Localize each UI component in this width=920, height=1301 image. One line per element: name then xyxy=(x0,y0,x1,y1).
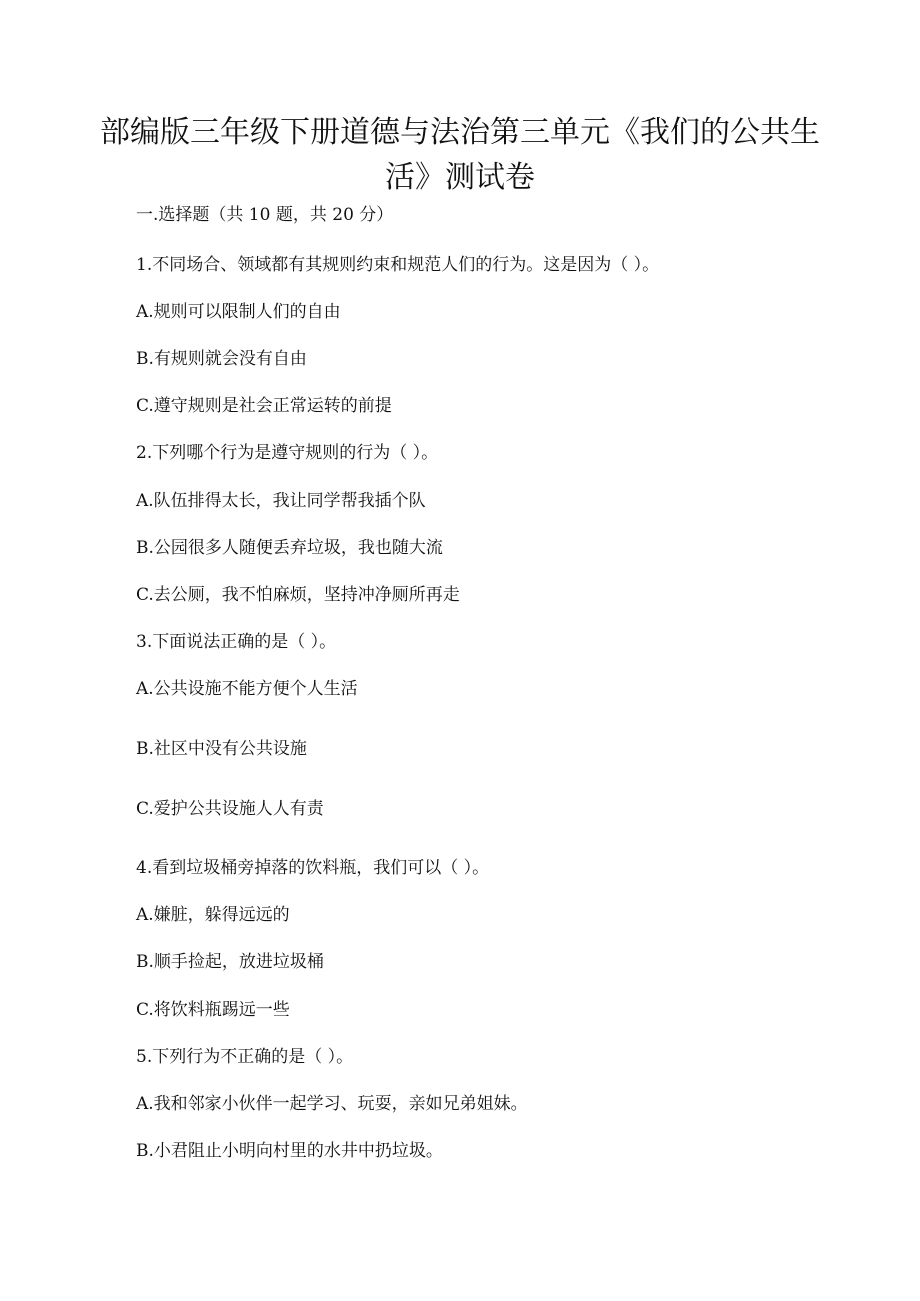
q1-option-a: A.规则可以限制人们的自由 xyxy=(136,302,341,322)
q1-option-c: C.遵守规则是社会正常运转的前提 xyxy=(136,396,392,416)
q1-option-b: B.有规则就会没有自由 xyxy=(136,349,307,369)
question-5: 5.下列行为不正确的是（ ）。 xyxy=(136,1047,354,1067)
q5-option-b: B.小君阻止小明向村里的水井中扔垃圾。 xyxy=(136,1141,443,1161)
q3-option-b: B.社区中没有公共设施 xyxy=(136,739,307,759)
q2-option-a: A.队伍排得太长，我让同学帮我插个队 xyxy=(136,491,426,511)
section-heading: 一.选择题（共 10 题，共 20 分） xyxy=(136,205,394,225)
q4-option-a: A.嫌脏，躲得远远的 xyxy=(136,905,290,925)
q4-option-c: C.将饮料瓶踢远一些 xyxy=(136,1000,290,1020)
question-2: 2.下列哪个行为是遵守规则的行为（ ）。 xyxy=(136,443,439,463)
question-4: 4.看到垃圾桶旁掉落的饮料瓶，我们可以（ ）。 xyxy=(136,858,490,878)
q2-option-c: C.去公厕，我不怕麻烦，坚持冲净厕所再走 xyxy=(136,585,460,605)
question-1: 1.不同场合、领域都有其规则约束和规范人们的行为。这是因为（ ）。 xyxy=(136,255,660,275)
q5-option-a: A.我和邻家小伙伴一起学习、玩耍，亲如兄弟姐妹。 xyxy=(136,1094,528,1114)
q3-option-a: A.公共设施不能方便个人生活 xyxy=(136,679,358,699)
q3-option-c: C.爱护公共设施人人有责 xyxy=(136,799,324,819)
q2-option-b: B.公园很多人随便丢弃垃圾，我也随大流 xyxy=(136,538,443,558)
question-3: 3.下面说法正确的是（ ）。 xyxy=(136,632,337,652)
page-title: 部编版三年级下册道德与法治第三单元《我们的公共生活》测试卷 xyxy=(100,115,820,195)
q4-option-b: B.顺手捡起，放进垃圾桶 xyxy=(136,952,324,972)
